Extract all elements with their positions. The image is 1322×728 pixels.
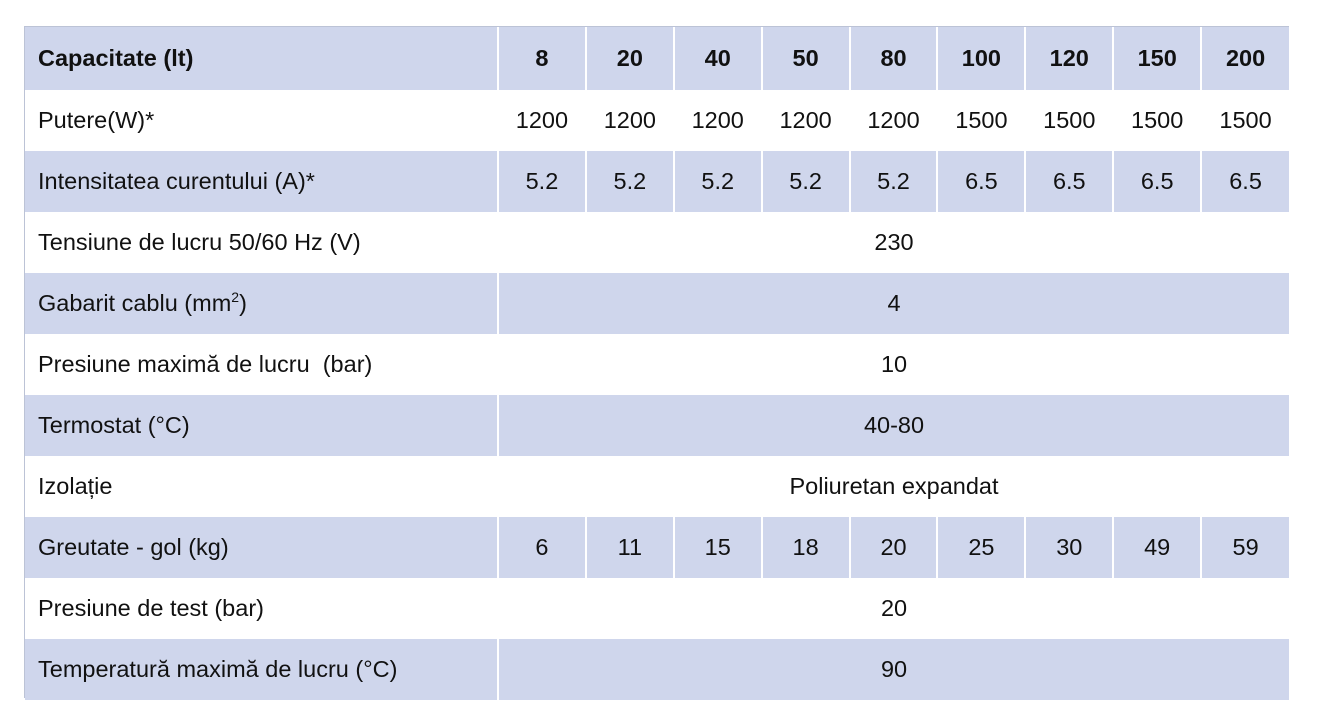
- merged-cell-value: 90: [498, 639, 1289, 700]
- cell-value: 1500: [1113, 90, 1201, 151]
- cell-value: 1200: [674, 90, 762, 151]
- cell-value: 5.2: [586, 151, 674, 212]
- cell-value: 18: [762, 517, 850, 578]
- row-label: Tensiune de lucru 50/60 Hz (V): [25, 212, 498, 273]
- row-label: Izolație: [25, 456, 498, 517]
- table-row-test-pressure: [25, 578, 1289, 639]
- cell-value: 59: [1201, 517, 1289, 578]
- row-label: Greutate - gol (kg): [25, 517, 498, 578]
- merged-cell-value: Poliuretan expandat: [498, 456, 1289, 517]
- merged-cell-value: 40-80: [498, 395, 1289, 456]
- capacity-value: 40: [674, 27, 762, 90]
- capacity-value: 100: [937, 27, 1025, 90]
- cell-value: 1200: [850, 90, 938, 151]
- cell-value: 1500: [1201, 90, 1289, 151]
- cell-value: 6.5: [1201, 151, 1289, 212]
- table-row-cable-gauge: [25, 273, 1289, 334]
- row-label: Termostat (°C): [25, 395, 498, 456]
- table-row-weight: [25, 517, 1289, 578]
- table-row-thermostat: [25, 395, 1289, 456]
- specifications-table: [25, 27, 1289, 700]
- capacity-value: 50: [762, 27, 850, 90]
- row-label: Presiune de test (bar): [25, 578, 498, 639]
- merged-cell-value: 10: [498, 334, 1289, 395]
- merged-cell-value: 20: [498, 578, 1289, 639]
- cell-value: 5.2: [498, 151, 586, 212]
- header-row: [25, 27, 1289, 90]
- table-row-current: [25, 151, 1289, 212]
- capacity-value: 8: [498, 27, 586, 90]
- cell-value: 6.5: [937, 151, 1025, 212]
- table-row-max-pressure: [25, 334, 1289, 395]
- cell-value: 11: [586, 517, 674, 578]
- cell-value: 1500: [1025, 90, 1113, 151]
- table-row-insulation: [25, 456, 1289, 517]
- cell-value: 49: [1113, 517, 1201, 578]
- row-label-text: Gabarit cablu (mm: [38, 290, 232, 316]
- cell-value: 6.5: [1113, 151, 1201, 212]
- capacity-value: 80: [850, 27, 938, 90]
- cell-value: 5.2: [762, 151, 850, 212]
- row-label: Temperatură maximă de lucru (°C): [25, 639, 498, 700]
- capacity-value: 20: [586, 27, 674, 90]
- table-row-voltage: [25, 212, 1289, 273]
- capacity-value: 120: [1025, 27, 1113, 90]
- cell-value: 15: [674, 517, 762, 578]
- cell-value: 5.2: [850, 151, 938, 212]
- cell-value: 1500: [937, 90, 1025, 151]
- merged-cell-value: 4: [498, 273, 1289, 334]
- row-label: Putere(W)*: [25, 90, 498, 151]
- capacity-value: 200: [1201, 27, 1289, 90]
- table-row-max-temperature: [25, 639, 1289, 700]
- cell-value: 1200: [586, 90, 674, 151]
- capacity-header-label: Capacitate (lt): [25, 27, 498, 90]
- cell-value: 5.2: [674, 151, 762, 212]
- cell-value: 1200: [498, 90, 586, 151]
- table-row-power: [25, 90, 1289, 151]
- superscript-exponent: 2: [231, 289, 240, 305]
- cell-value: 20: [850, 517, 938, 578]
- cell-value: 6.5: [1025, 151, 1113, 212]
- row-label: [25, 273, 498, 334]
- merged-cell-value: 230: [498, 212, 1289, 273]
- capacity-value: 150: [1113, 27, 1201, 90]
- cell-value: 6: [498, 517, 586, 578]
- row-label: Presiune maximă de lucru (bar): [25, 334, 498, 395]
- row-label: Intensitatea curentului (A)*: [25, 151, 498, 212]
- row-label-suffix: ): [239, 290, 247, 316]
- cell-value: 30: [1025, 517, 1113, 578]
- cell-value: 25: [937, 517, 1025, 578]
- cell-value: 1200: [762, 90, 850, 151]
